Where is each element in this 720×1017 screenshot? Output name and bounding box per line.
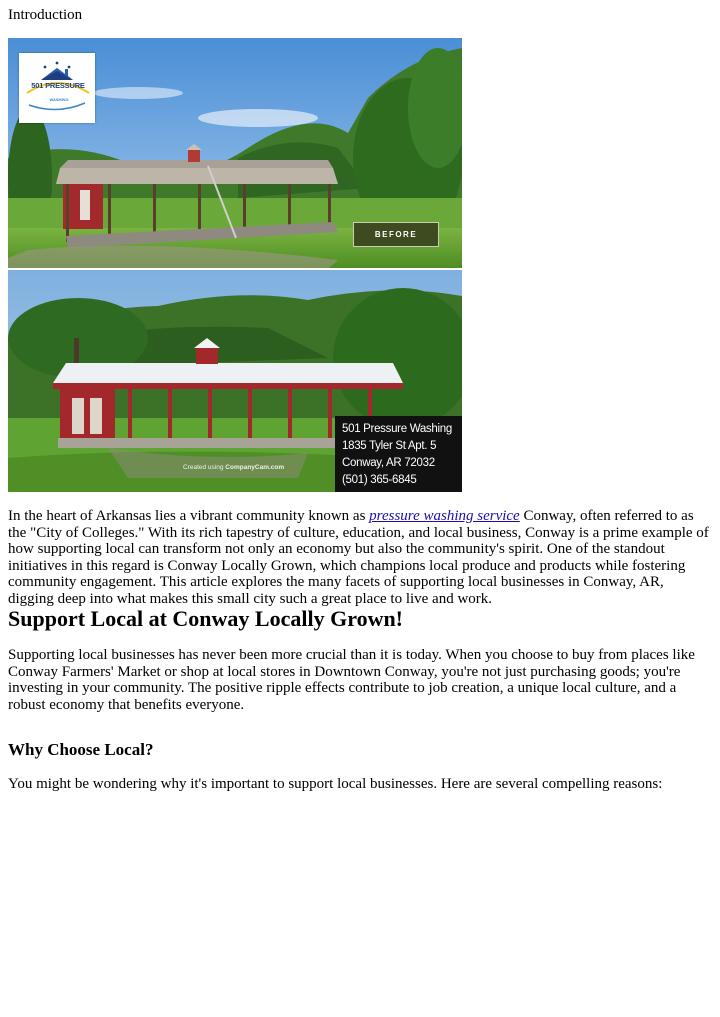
company-logo: [19, 53, 95, 123]
paragraph-support-local: Supporting local businesses has never been more crucial than it is today. When you choose to buy from places like Conway Farmers' Market or shop at local stores in Downtown Conway, you're not just purchasing goods; you're investing in your community. The positive ripple effects contribute to job creation, a unique local culture, and a robust economy that benefits everyone.: [8, 647, 695, 713]
paragraph-text: In the heart of Arkansas lies a vibrant community known as: [8, 508, 370, 524]
address-line: (501) 365-6845: [342, 474, 417, 486]
watermark-brand: CompanyCam.com: [225, 464, 285, 471]
address-line: 501 Pressure Washing: [342, 423, 452, 435]
paragraph-intro: [8, 508, 712, 607]
address-line: 1835 Tyler St Apt. 5: [342, 440, 437, 452]
before-after-photo: [8, 38, 462, 492]
intro-label: Introduction: [8, 7, 83, 23]
watermark-prefix: Created using: [183, 464, 224, 471]
section-heading: Support Local at Conway Locally Grown!: [8, 606, 404, 631]
subsection-heading: Why Choose Local?: [8, 740, 154, 759]
logo-subtext: WASHING: [49, 97, 69, 102]
address-line: Conway, AR 72032: [342, 457, 435, 469]
logo-text: 501 PRESSURE: [31, 81, 85, 90]
pressure-washing-link[interactable]: pressure washing service: [369, 508, 520, 524]
paragraph-why-local: You might be wondering why it's important to support local businesses. Here are several compelling reasons:: [8, 776, 663, 792]
address-box: [335, 416, 462, 492]
paragraph-text: Conway, often referred to as the "City of Colleges." With its rich tapestry of culture, education, and local business, Conway is a prime example of how supporting local can transform not only an economy but also the community's spirit. One of the standout initiatives in this regard is Conway Locally Grown, which champions local produce and products while fostering community engagement. This article explores the many facets of supporting local businesses in Conway, AR, digging deep into what makes this small city such a great place to live and work.: [8, 508, 709, 607]
before-label: BEFORE: [353, 222, 439, 247]
photo-watermark: [183, 460, 284, 477]
